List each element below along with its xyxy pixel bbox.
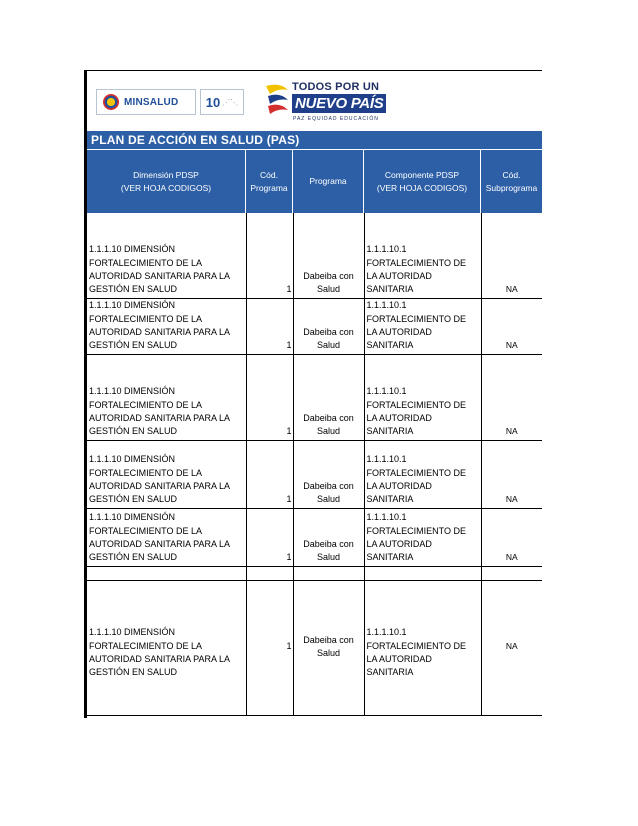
cell-empty xyxy=(246,566,293,580)
cell-cod-subprograma: NA xyxy=(481,213,542,298)
cell-cod-programa: 1 xyxy=(246,298,293,354)
cell-cod-programa: 1 xyxy=(246,580,293,715)
cell-empty xyxy=(293,566,364,580)
cell-componente: 1.1.1.10.1 FORTALECIMIENTO DE LA AUTORIDAD SANITARIA xyxy=(364,508,481,566)
cell-cod-programa: 1 xyxy=(246,508,293,566)
cell-programa: Dabeiba con Salud xyxy=(293,508,364,566)
cell-dimension: 1.1.1.10 DIMENSIÓN FORTALECIMIENTO DE LA AUTORIDAD SANITARIA PARA LA GESTIÓN EN SALUD xyxy=(87,298,246,354)
cell-dimension: 1.1.1.10 DIMENSIÓN FORTALECIMIENTO DE LA AUTORIDAD SANITARIA PARA LA GESTIÓN EN SALUD xyxy=(87,508,246,566)
sheet-top-border xyxy=(84,70,542,71)
table-row xyxy=(87,213,542,298)
header-cod-subprograma: Cód. Subprograma xyxy=(485,169,538,193)
header-componente: Componente PDSP (VER HOJA CODIGOS) xyxy=(364,150,481,213)
campaign-line-1: TODOS POR UN xyxy=(292,81,380,93)
cell-empty xyxy=(87,566,246,580)
cell-dimension: 1.1.1.10 DIMENSIÓN FORTALECIMIENTO DE LA AUTORIDAD SANITARIA PARA LA GESTIÓN EN SALUD xyxy=(87,580,246,715)
cell-programa: Dabeiba con Salud xyxy=(293,298,364,354)
cell-dimension: 1.1.1.10 DIMENSIÓN FORTALECIMIENTO DE LA AUTORIDAD SANITARIA PARA LA GESTIÓN EN SALUD xyxy=(87,440,246,508)
cell-cod-programa: 1 xyxy=(246,354,293,440)
cell-componente: 1.1.1.10.1 FORTALECIMIENTO DE LA AUTORIDAD SANITARIA xyxy=(364,580,481,715)
table-row xyxy=(87,508,542,566)
cell-programa: Dabeiba con Salud xyxy=(293,580,364,715)
cell-programa: Dabeiba con Salud xyxy=(293,213,364,298)
cell-componente: 1.1.1.10.1 FORTALECIMIENTO DE LA AUTORIDAD SANITARIA xyxy=(364,440,481,508)
campaign-line-3: PAZ EQUIDAD EDUCACIÓN xyxy=(293,116,379,122)
table-row xyxy=(87,354,542,440)
cell-empty xyxy=(481,566,542,580)
header-programa: Programa xyxy=(293,150,364,213)
page-title: PLAN DE ACCIÓN EN SALUD (PAS) xyxy=(87,131,542,149)
nuevo-pais-swoosh-icon xyxy=(262,80,290,124)
table-row-empty xyxy=(87,566,542,580)
cell-componente: 1.1.1.10.1 FORTALECIMIENTO DE LA AUTORIDAD SANITARIA xyxy=(364,298,481,354)
cell-dimension: 1.1.1.10 DIMENSIÓN FORTALECIMIENTO DE LA AUTORIDAD SANITARIA PARA LA GESTIÓN EN SALUD xyxy=(87,354,246,440)
minsalud-logo-text: MINSALUD xyxy=(124,96,179,108)
cell-cod-subprograma: NA xyxy=(481,580,542,715)
cell-componente: 1.1.1.10.1 FORTALECIMIENTO DE LA AUTORIDAD SANITARIA xyxy=(364,213,481,298)
header-dimension: Dimensión PDSP (VER HOJA CODIGOS) xyxy=(87,150,246,213)
logo-banner xyxy=(90,72,542,130)
colombia-seal-icon xyxy=(103,94,119,110)
cell-dimension: 1.1.1.10 DIMENSIÓN FORTALECIMIENTO DE LA AUTORIDAD SANITARIA PARA LA GESTIÓN EN SALUD xyxy=(87,213,246,298)
anniversary-logo xyxy=(200,89,244,115)
nuevo-pais-logo xyxy=(262,78,382,126)
campaign-line-2: NUEVO PAÍS xyxy=(292,94,386,113)
cell-cod-programa: 1 xyxy=(246,440,293,508)
header-cod-programa: Cód. Programa xyxy=(246,150,293,213)
cell-cod-subprograma: NA xyxy=(481,508,542,566)
minsalud-logo xyxy=(96,89,196,115)
cell-cod-subprograma: NA xyxy=(481,298,542,354)
cell-cod-subprograma: NA xyxy=(481,354,542,440)
cell-empty xyxy=(364,566,481,580)
cell-cod-subprograma: NA xyxy=(481,440,542,508)
table-header-row xyxy=(87,150,542,213)
cell-cod-programa: 1 xyxy=(246,213,293,298)
cell-programa: Dabeiba con Salud xyxy=(293,440,364,508)
table-row xyxy=(87,580,542,715)
cell-componente: 1.1.1.10.1 FORTALECIMIENTO DE LA AUTORIDAD SANITARIA xyxy=(364,354,481,440)
table-row xyxy=(87,440,542,508)
action-plan-table xyxy=(87,213,542,716)
cell-programa: Dabeiba con Salud xyxy=(293,354,364,440)
anniversary-number: 10 xyxy=(205,94,221,110)
anniversary-dots-icon: ⋰⋱ xyxy=(222,97,239,107)
table-row xyxy=(87,298,542,354)
